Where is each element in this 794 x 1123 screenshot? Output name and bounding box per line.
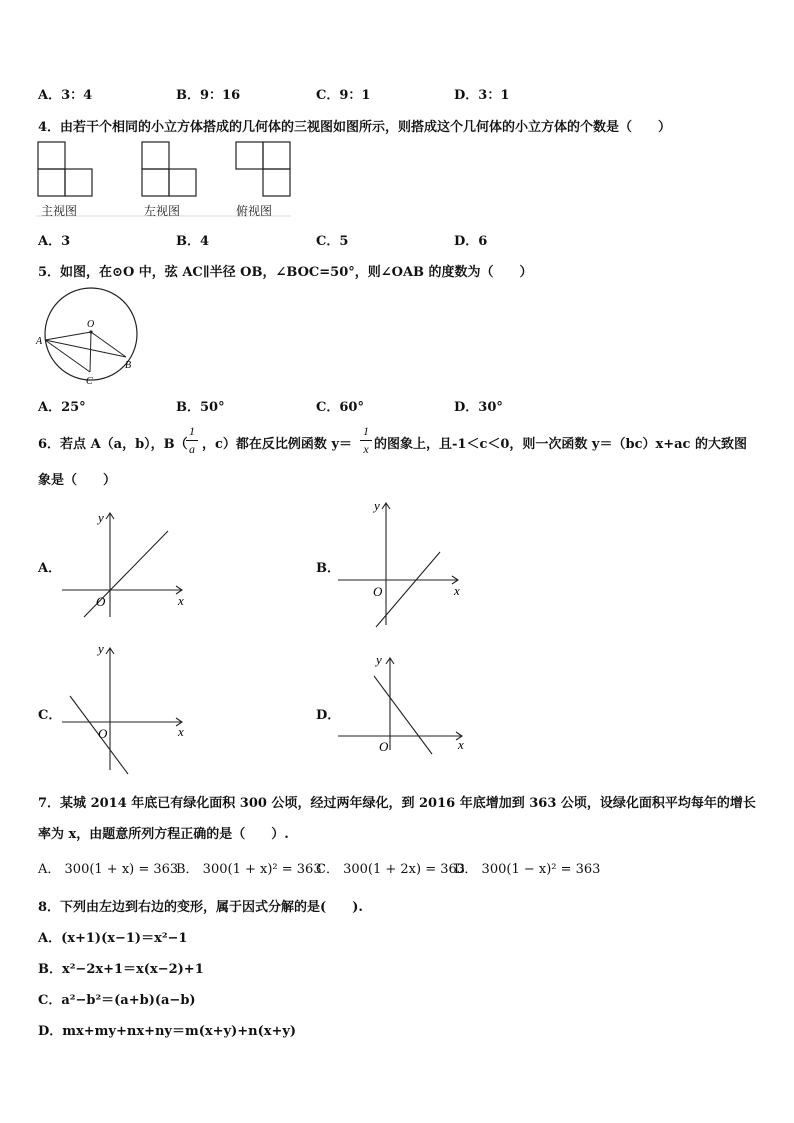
origin-label: O [98, 726, 108, 741]
q6-stem-part2: ，c）都在反比例函数 y＝ [202, 437, 352, 452]
q8-option-d: D．mx+my+nx+ny＝m(x+y)+n(x+y) [38, 1024, 297, 1039]
side-view-label: 左视图 [144, 204, 181, 218]
q4-option-a: A．3 [38, 234, 71, 249]
q3-option-c: C．9：1 [316, 88, 371, 103]
fraction-1-over-x [360, 424, 372, 457]
origin-label: O [96, 594, 106, 609]
q4-option-d: D．6 [454, 234, 488, 249]
graph-a-label: A． [38, 561, 62, 576]
q6-stem-part4: 象是（ ） [38, 473, 117, 488]
q8-option-b: B．x²−2x+1＝x(x−2)+1 [38, 962, 204, 977]
q4-option-b: B．4 [176, 234, 210, 249]
q5-option-c: C．60° [316, 400, 364, 415]
fraction-numerator: 1 [189, 424, 195, 438]
circle-figure [32, 282, 142, 390]
q7-stem-line1: 7．某城 2014 年底已有绿化面积 300 公顷，经过两年绿化，到 2016 年底增加到 363 公顷，设绿化面积平均每年的增长 [38, 796, 756, 811]
q5-option-b: B．50° [176, 400, 225, 415]
y-axis-label: y [376, 652, 382, 667]
fraction-1-over-a [186, 424, 198, 457]
graph-c [58, 640, 198, 778]
origin-label: O [373, 584, 383, 599]
x-axis-label: x [458, 737, 464, 752]
q4-option-c: C．5 [316, 234, 349, 249]
q8-option-a: A．(x+1)(x−1)＝x²−1 [38, 931, 188, 946]
graph-b [334, 495, 474, 630]
graph-d-label: D． [316, 708, 341, 723]
q4-stem: 4．由若干个相同的小立方体搭成的几何体的三视图如图所示，则搭成这个几何体的小立方体的个数是（ ） [38, 120, 672, 135]
graph-c-label: C． [38, 708, 62, 723]
graph-d [334, 650, 474, 755]
q6-stem-part1: 6．若点 A（a，b），B（ [38, 437, 188, 452]
q7-option-b: B． 300(1 + x)² = 363 [176, 862, 322, 877]
point-a-label: A [36, 336, 43, 347]
front-view-label: 主视图 [41, 204, 78, 218]
top-view-label: 俯视图 [236, 204, 273, 218]
point-b-label: B [125, 360, 132, 371]
q8-option-c: C．a²−b²＝(a+b)(a−b) [38, 993, 196, 1008]
q5-stem: 5．如图，在⊙O 中，弦 AC∥半径 OB，∠BOC=50°，则∠OAB 的度数为（ ） [38, 265, 533, 280]
point-c-label: C [86, 376, 93, 387]
point-o-label: O [87, 319, 95, 330]
x-axis-label: x [454, 583, 460, 598]
q7-option-c: C． 300(1 + 2x) = 363 [316, 862, 466, 877]
q3-option-d: D．3：1 [454, 88, 510, 103]
q7-option-d: D． 300(1 − x)² = 363 [454, 862, 601, 877]
x-axis-label: x [178, 593, 184, 608]
q3-option-b: B．9：16 [176, 88, 241, 103]
x-axis-label: x [178, 724, 184, 739]
q5-option-a: A．25° [38, 400, 86, 415]
q6-stem-part3: 的图象上，且-1＜c＜0，则一次函数 y＝（bc）x+ac 的大致图 [374, 437, 747, 452]
origin-label: O [379, 739, 389, 754]
q5-option-d: D．30° [454, 400, 503, 415]
q7-option-a: A． 300(1 + x) = 363 [38, 862, 179, 877]
q3-option-a: A．3：4 [38, 88, 93, 103]
fraction-denominator: a [189, 442, 195, 456]
y-axis-label: y [98, 510, 104, 525]
graph-a [58, 505, 198, 620]
fraction-numerator: 1 [363, 424, 369, 438]
y-axis-label: y [98, 641, 104, 656]
fraction-denominator: x [363, 442, 369, 456]
q8-stem: 8．下列由左边到右边的变形，属于因式分解的是( ). [38, 900, 363, 915]
y-axis-label: y [374, 498, 380, 513]
graph-b-label: B． [316, 561, 340, 576]
q7-stem-line2: 率为 x，由题意所列方程正确的是（ ）. [38, 827, 289, 842]
